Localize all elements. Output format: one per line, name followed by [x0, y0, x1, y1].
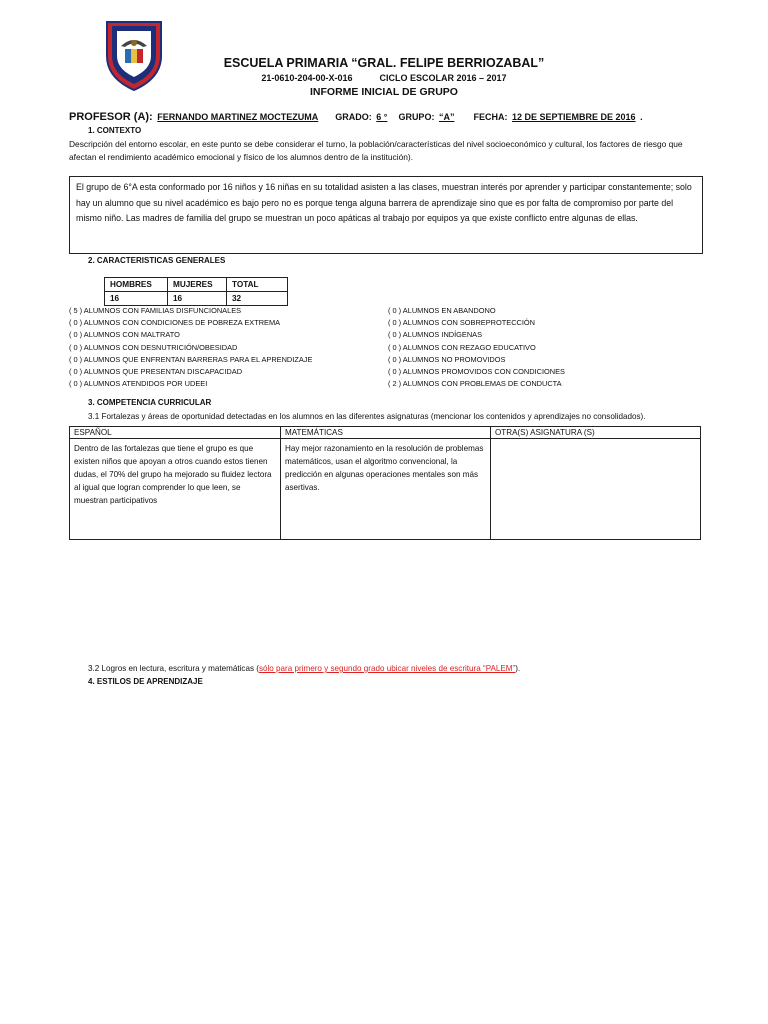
header-mujeres: MUJERES — [168, 278, 227, 292]
characteristics-heading: 2. CARACTERISTICAS GENERALES — [88, 256, 226, 265]
date-end: . — [640, 112, 643, 122]
section-3-1: 3.1 Fortalezas y áreas de oportunidad detectadas en los alumnos en las diferentes asignaturas (mencionar los contenidos y aprendizajes no consolidados). — [88, 412, 646, 421]
list-item: ( 0 ) ALUMNOS NO PROMOVIDOS — [388, 354, 506, 364]
date-label: FECHA: — [473, 112, 508, 122]
col-espanol: ESPAÑOL — [70, 427, 281, 439]
list-item: ( 0 ) ALUMNOS INDÍGENAS — [388, 330, 483, 340]
curricular-table — [69, 426, 701, 540]
col-otras: OTRA(S) ASIGNATURA (S) — [491, 427, 701, 439]
list-item: ( 0 ) ALUMNOS CON REZAGO EDUCATIVO — [388, 342, 536, 352]
school-cycle: CICLO ESCOLAR 2016 – 2017 — [379, 73, 507, 83]
totals-header-row — [105, 278, 288, 292]
school-name: ESCUELA PRIMARIA “GRAL. FELIPE BERRIOZABAL” — [223, 56, 545, 70]
list-item: ( 0 ) ALUMNOS CON SOBREPROTECCIÓN — [388, 318, 536, 328]
context-description: Descripción del entorno escolar, en este punto se debe considerar el turno, la población/características del nivel socioeconómico y cultural, los factores de riesgo que afectan el rendimiento académico emocional y físico de los alumnos dentro de la institución). — [69, 139, 683, 162]
list-item: ( 0 ) ALUMNOS ATENDIDOS POR UDEEI — [69, 379, 208, 389]
list-item: ( 0 ) ALUMNOS CON DESNUTRICIÓN/OBESIDAD — [69, 342, 238, 352]
learning-styles-heading: 4. ESTILOS DE APRENDIZAJE — [88, 677, 203, 686]
school-code-line — [0, 73, 768, 83]
curricular-header-row — [70, 427, 701, 439]
section-3-2-end: ). — [515, 664, 521, 673]
school-code: 21-0610-204-00-X-016 — [261, 73, 353, 83]
curricular-heading: 3. COMPETENCIA CURRICULAR — [88, 398, 212, 407]
section-3-2 — [88, 664, 520, 673]
teacher-info-line — [69, 111, 643, 123]
value-hombres: 16 — [105, 292, 168, 306]
cell-matematicas: Hay mejor razonamiento en la resolución de problemas matemáticos, usan el algoritmo convencional, la predicción en algunas operaciones mentales son más asertivas. — [281, 439, 491, 540]
header-total: TOTAL — [227, 278, 288, 292]
teacher-name: FERNANDO MARTINEZ MOCTEZUMA — [157, 112, 319, 122]
list-item: ( 2 ) ALUMNOS CON PROBLEMAS DE CONDUCTA — [388, 379, 562, 389]
list-item: ( 5 ) ALUMNOS CON FAMILIAS DISFUNCIONALES — [69, 306, 242, 315]
col-matematicas: MATEMÁTICAS — [281, 427, 491, 439]
group-value: “A” — [438, 112, 455, 122]
list-item: ( 0 ) ALUMNOS QUE ENFRENTAN BARRERAS PARA EL APRENDIZAJE — [69, 354, 313, 364]
context-box: El grupo de 6°A esta conformado por 16 niños y 16 niñas en su totalidad asisten a las clases, muestran interés por aprender y participar constantemente; solo hay un alumno que su nivel académico es bajo pero no es porque tenga alguna barrera de aprendizaje sino que es por falta de compromiso por parte del mismo niño. Las madres de familia del grupo se muestran un poco apáticas al trabajo por equipos ya que existe conflicto entre algunas de ellas. — [69, 176, 703, 254]
header-hombres: HOMBRES — [105, 278, 168, 292]
list-item: ( 0 ) ALUMNOS EN ABANDONO — [388, 306, 496, 315]
report-title: INFORME INICIAL DE GRUPO — [310, 86, 458, 98]
cell-espanol: Dentro de las fortalezas que tiene el grupo es que existen niños que apoyan a otros cuando estos tienen dudas, el 70% del grupo ha mejorado su fluidez lectora al igual que logran comprender lo que leen, se muestran participativos — [70, 439, 281, 540]
totals-table — [104, 277, 288, 306]
list-item: ( 0 ) ALUMNOS QUE PRESENTAN DISCAPACIDAD — [69, 366, 243, 376]
grade-label: GRADO: — [335, 112, 372, 122]
curricular-body-row — [70, 439, 701, 540]
totals-value-row — [105, 292, 288, 306]
characteristics-right-list — [388, 305, 565, 390]
list-item: ( 0 ) ALUMNOS PROMOVIDOS CON CONDICIONES — [388, 366, 565, 376]
section-3-2-text: 3.2 Logros en lectura, escritura y matemáticas ( — [88, 664, 259, 673]
group-label: GRUPO: — [398, 112, 435, 122]
section-3-2-note: sólo para primero y segundo grado ubicar niveles de escritura “PALEM” — [258, 664, 516, 673]
cell-otras — [491, 439, 701, 540]
grade-value: 6 ° — [376, 112, 388, 122]
date-value: 12 DE SEPTIEMBRE DE 2016 — [512, 112, 636, 122]
context-heading: 1. CONTEXTO — [88, 126, 142, 135]
teacher-label: PROFESOR (A): — [69, 111, 153, 123]
value-mujeres: 16 — [168, 292, 227, 306]
list-item: ( 0 ) ALUMNOS CON CONDICIONES DE POBREZA EXTREMA — [69, 318, 281, 328]
value-total: 32 — [227, 292, 288, 306]
characteristics-left-list — [69, 305, 312, 390]
list-item: ( 0 ) ALUMNOS CON MALTRATO — [69, 330, 180, 340]
